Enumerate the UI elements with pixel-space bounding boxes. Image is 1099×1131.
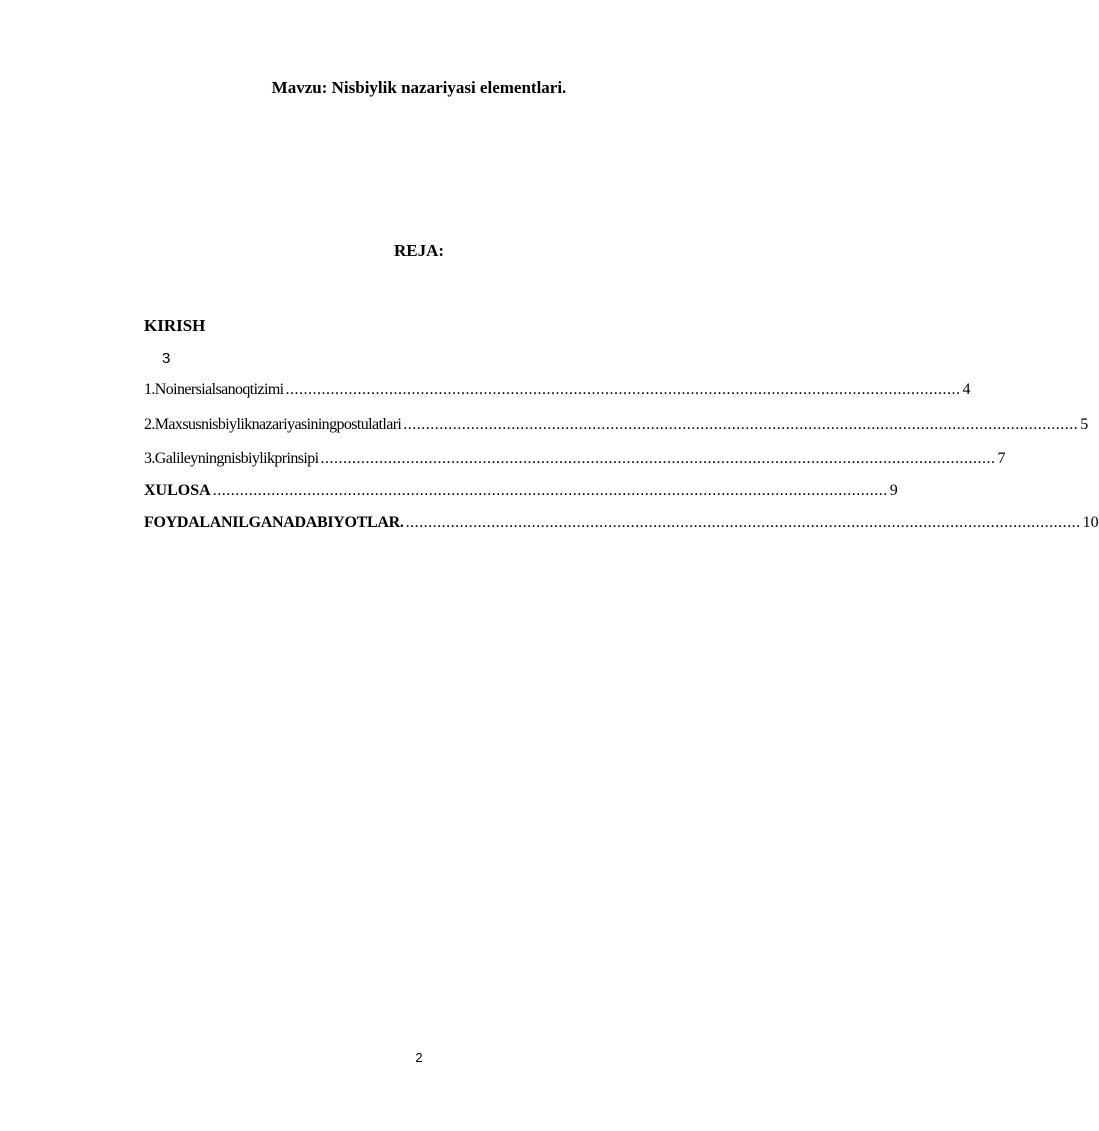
toc-item-label: 2.Maxsusnisbiyliknazariyasiningpostulatlari <box>144 416 402 433</box>
toc-item-label: 1.Noinersialsanoqtizimi <box>144 381 284 398</box>
toc-leader-dots: ...................................................................................................................................................... <box>285 381 961 398</box>
toc-item-label: 3.Galileyningnisbiylikprinsipi <box>144 450 319 467</box>
intro-page-number: 3 <box>162 350 171 367</box>
page-number: 2 <box>415 1050 423 1065</box>
toc-item-page: 10 <box>1082 514 1099 531</box>
toc-item-conclusion <box>144 482 898 500</box>
plan-heading: REJA: <box>393 241 445 260</box>
toc-leader-dots: ...................................................................................................................................................... <box>212 482 888 499</box>
toc-item-label: XULOSA <box>144 482 211 499</box>
toc-item-page: 5 <box>1080 416 1089 433</box>
toc-item-references <box>144 514 1099 532</box>
toc-leader-dots: ...................................................................................................................................................... <box>405 514 1081 531</box>
toc-leader-dots: ...................................................................................................................................................... <box>320 450 996 467</box>
toc-item-2 <box>144 416 1089 434</box>
toc-item-label: FOYDALANILGANADABIYOTLAR. <box>144 514 404 531</box>
toc-item-page: 9 <box>889 482 898 499</box>
toc-item-page: 4 <box>962 381 971 398</box>
intro-heading: KIRISH <box>144 316 206 335</box>
toc-item-page: 7 <box>997 450 1006 467</box>
document-title: Mavzu: Nisbiylik nazariyasi elementlari. <box>271 78 567 97</box>
toc-item-1 <box>144 381 971 399</box>
toc-item-3 <box>144 450 1006 468</box>
toc-leader-dots: ...................................................................................................................................................... <box>403 416 1079 433</box>
